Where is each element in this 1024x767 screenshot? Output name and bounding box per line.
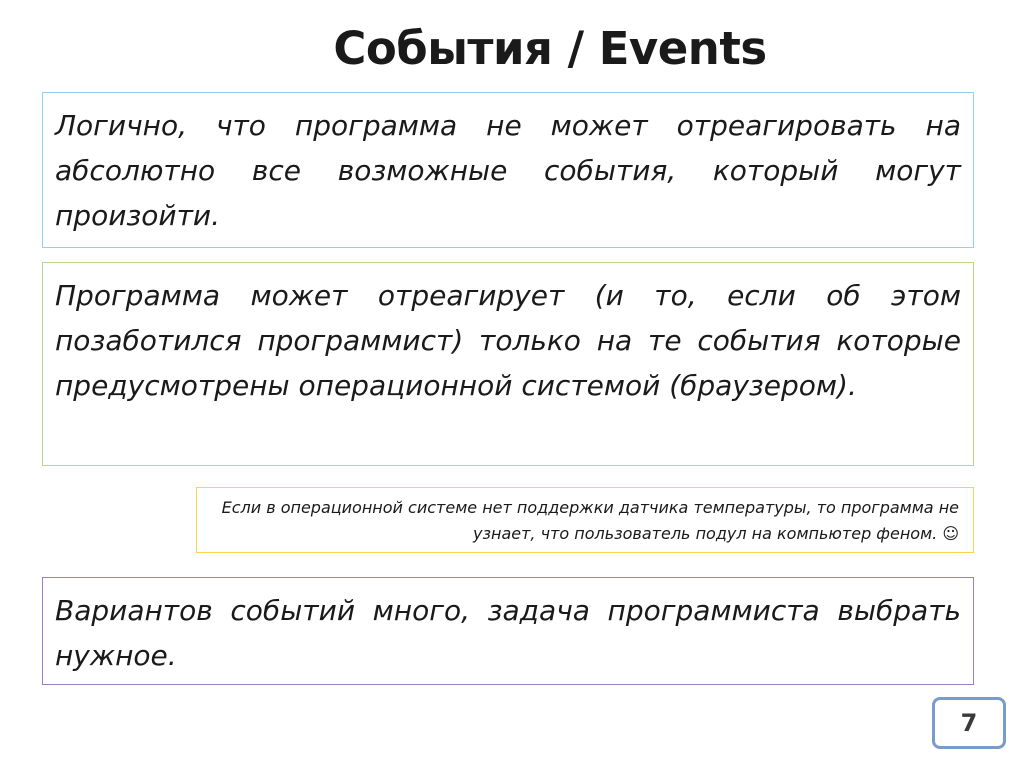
- text-box-conclusion-text: Вариантов событий много, задача программиста выбрать нужное.: [55, 594, 961, 672]
- text-box-example-note: [196, 487, 974, 553]
- text-box-program-reaction: [42, 262, 974, 466]
- text-box-logic: [42, 92, 974, 248]
- page-number-label: 7: [960, 709, 978, 737]
- text-box-conclusion: [42, 577, 974, 685]
- text-box-logic-text: Логично, что программа не может отреагировать на абсолютно все возможные события, который могут произойти.: [55, 109, 961, 232]
- text-box-program-reaction-text: Программа может отреагирует (и то, если об этом позаботился программист) только на те события которые предусмотрены операционной системой (браузером).: [55, 279, 961, 402]
- slide-title: События / Events: [333, 22, 767, 75]
- text-box-example-note-text: Если в операционной системе нет поддержки датчика температуры, то программа не узнает, что пользователь подул на компьютер феном. ☺: [221, 498, 959, 543]
- page-number-badge: [932, 697, 1006, 749]
